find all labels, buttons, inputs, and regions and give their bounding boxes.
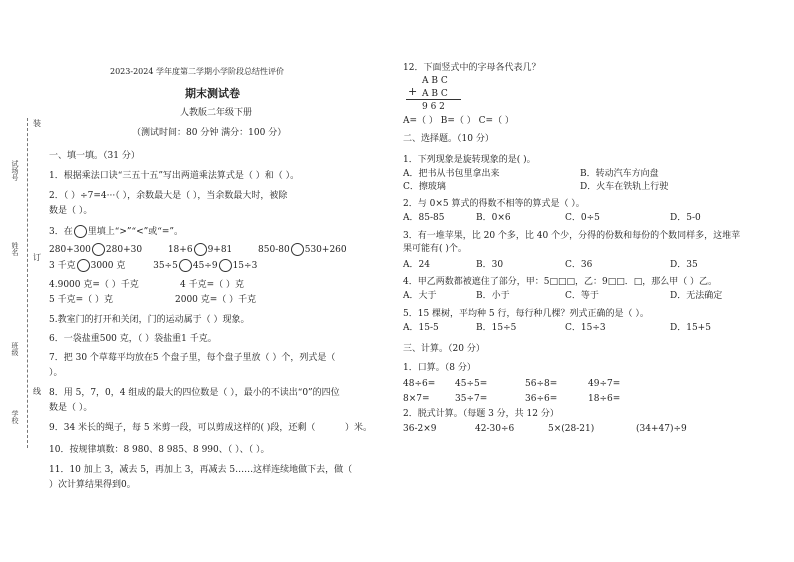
class-label: 班级 xyxy=(11,342,19,356)
question-3-suffix: 里填上“>”“<”或“=”。 xyxy=(87,227,183,237)
section-two-title: 二、选择题。（10 分） xyxy=(403,134,494,144)
question-4-r1a: 4.9000 克=（ ）千克 xyxy=(49,280,139,290)
written-calc-item: 5×(28-21) xyxy=(548,424,595,434)
vertical-sum-row1: A B C xyxy=(422,76,448,86)
compare-item: 18+6 xyxy=(167,245,193,255)
section-one-title: 一、填一填。（31 分） xyxy=(49,151,140,161)
choice-option[interactable]: A．15-5 xyxy=(403,323,439,333)
student-id-label: 试场号 xyxy=(11,160,19,181)
compare-item: 45÷9 xyxy=(192,261,218,271)
choice-3-question: 3．有一堆苹果，比 20 个多，比 40 个少，分得的份数和每份的个数同样多，这堆苹 xyxy=(403,231,741,241)
choice-option[interactable]: B．15÷5 xyxy=(476,323,517,333)
oral-calc-item: 35÷7= xyxy=(455,394,488,404)
question-7-line2: ）。 xyxy=(49,368,63,378)
binding-dashed-line xyxy=(27,118,28,448)
oral-calc-item: 56÷8= xyxy=(525,379,558,389)
name-label: 姓名 xyxy=(11,242,19,256)
question-6: 6．一袋盐重500 克，（ ）袋盐重1 千克。 xyxy=(49,334,217,344)
choice-option[interactable]: C．0÷5 xyxy=(565,213,600,223)
question-5: 5.教室门的打开和关闭，门的运动属于（ ）现象。 xyxy=(49,315,250,325)
binding-mark-mid: 订 xyxy=(33,253,41,262)
choice-option[interactable]: A．大于 xyxy=(403,291,437,301)
section-three-title: 三、计算。（20 分） xyxy=(403,344,485,354)
question-4-r1b: 4 千克=（ ）克 xyxy=(180,280,244,290)
choice-1-question: 1．下列现象是旋转现象的是( )。 xyxy=(403,155,536,165)
oral-calc-title: 1．口算。（8 分） xyxy=(403,363,476,373)
answer-circle[interactable] xyxy=(179,259,192,272)
written-calc-title: 2．脱式计算。（每题 3 分，共 12 分） xyxy=(403,409,559,419)
choice-option[interactable]: C．36 xyxy=(565,260,593,270)
binding-mark-top: 装 xyxy=(33,119,41,128)
answer-circle[interactable] xyxy=(92,243,105,256)
oral-calc-item: 49÷7= xyxy=(588,379,621,389)
answer-circle[interactable] xyxy=(291,243,304,256)
question-3-row2 xyxy=(49,259,257,272)
question-3-row1 xyxy=(49,243,347,256)
choice-option[interactable]: A．把书从书包里拿出来 xyxy=(403,169,500,179)
choice-option[interactable]: D．5-0 xyxy=(670,213,701,223)
written-calc-item: (34+47)÷9 xyxy=(636,424,687,434)
question-9-line1: 9．34 米长的绳子，每 5 米剪一段，可以剪成这样的( )段，还剩（ xyxy=(49,423,316,433)
written-calc-item: 42-30÷6 xyxy=(475,424,515,434)
oral-calc-item: 8×7= xyxy=(403,394,430,404)
choice-option[interactable]: B．30 xyxy=(476,260,504,270)
choice-option[interactable]: C．15÷3 xyxy=(565,323,606,333)
compare-item: 280+30 xyxy=(105,245,143,255)
answer-circle[interactable] xyxy=(194,243,207,256)
choice-option[interactable]: D．15+5 xyxy=(670,323,711,333)
choice-option[interactable]: D．35 xyxy=(670,260,698,270)
oral-calc-item: 36÷6= xyxy=(525,394,558,404)
compare-item: 3 千克 xyxy=(49,261,76,271)
compare-circle-icon xyxy=(74,225,87,238)
question-2-line1: 2．（ ）÷7=4···（ ），余数最大是（ ），当余数最大时，被除 xyxy=(49,191,288,201)
compare-item: 9+81 xyxy=(207,245,233,255)
question-3-title xyxy=(49,225,183,238)
compare-item: 530+260 xyxy=(304,245,347,255)
choice-option[interactable]: C．擦玻璃 xyxy=(403,182,446,192)
vertical-sum-row2: A B C xyxy=(422,89,448,99)
binding-mark-bot: 线 xyxy=(33,387,41,396)
answer-circle[interactable] xyxy=(219,259,232,272)
question-10: 10．按规律填数：8 980、8 985、8 990、（ ）、（ ）。 xyxy=(49,445,270,455)
choice-option[interactable]: A．85-85 xyxy=(403,213,445,223)
question-4-r2a: 5 千克=（ ）克 xyxy=(49,295,113,305)
choice-option[interactable]: B．0×6 xyxy=(476,213,511,223)
sum-line xyxy=(406,99,461,100)
choice-option[interactable]: D．无法确定 xyxy=(670,291,723,301)
compare-item: 35÷5 xyxy=(153,261,178,271)
compare-item: 850-80 xyxy=(258,245,290,255)
choice-option[interactable]: D．火车在铁轨上行驶 xyxy=(580,182,669,192)
choice-4-question: 4．甲乙两数都被遮住了部分，甲：5□□□，乙：9□□．□，那么甲（ ）乙。 xyxy=(403,277,718,287)
school-label: 学校 xyxy=(11,410,19,424)
compare-item: 3000 克 xyxy=(90,261,126,271)
exam-info: （测试时间：80 分钟 满分：100 分） xyxy=(132,128,287,138)
question-12-answers: A=（ ） B=（ ） C=（ ） xyxy=(403,116,514,126)
choice-5-question: 5．15 棵树，平均种 5 行，每行种几棵？列式正确的是（ ）。 xyxy=(403,309,649,319)
exam-edition: 人教版二年级下册 xyxy=(180,108,253,118)
choice-3-question-line2: 果可能有( )个。 xyxy=(403,244,467,254)
question-4-r2b: 2000 克=（ ）千克 xyxy=(175,295,257,305)
question-3-prefix: 3．在 xyxy=(49,227,73,237)
question-7-line1: 7．把 30 个草莓平均放在5 个盘子里，每个盘子里放（ ）个，列式是（ xyxy=(49,353,336,363)
compare-item: 280+300 xyxy=(49,245,91,255)
question-1: 1．根据乘法口诀“三五十五”写出两道乘法算式是（ ）和（ ）。 xyxy=(49,171,300,181)
choice-2-question: 2．与 0×5 算式的得数不相等的算式是（ ）。 xyxy=(403,199,585,209)
vertical-sum-result: 9 6 2 xyxy=(422,102,445,112)
oral-calc-item: 48÷6= xyxy=(403,379,436,389)
choice-option[interactable]: B．转动汽车方向盘 xyxy=(580,169,659,179)
question-8-line2: 数是（ ）。 xyxy=(49,403,93,413)
question-8-line1: 8．用 5，7，0，4 组成的最大的四位数是（ ），最小的不读出“0”的四位 xyxy=(49,388,340,398)
oral-calc-item: 18÷6= xyxy=(588,394,621,404)
question-12-title: 12．下面竖式中的字母各代表几？ xyxy=(403,63,541,73)
exam-title: 期末测试卷 xyxy=(185,87,240,100)
plus-sign: + xyxy=(408,85,418,98)
written-calc-item: 36-2×9 xyxy=(403,424,437,434)
choice-option[interactable]: A．24 xyxy=(403,260,430,270)
question-2-line2: 数是（ ）。 xyxy=(49,206,93,216)
question-9-line2: ）米。 xyxy=(345,423,373,433)
oral-calc-item: 45÷5= xyxy=(455,379,488,389)
answer-circle[interactable] xyxy=(77,259,90,272)
question-11-line2: ）次计算结果得到0。 xyxy=(49,480,136,490)
exam-term-line: 2023-2024 学年度第二学期小学阶段总结性评价 xyxy=(110,67,284,76)
question-11-line1: 11．10 加上 3，减去 5，再加上 3，再减去 5……这样连续地做下去，做（ xyxy=(49,465,353,475)
compare-item: 15÷3 xyxy=(232,261,258,271)
choice-option[interactable]: C．等于 xyxy=(565,291,599,301)
choice-option[interactable]: B．小于 xyxy=(476,291,510,301)
